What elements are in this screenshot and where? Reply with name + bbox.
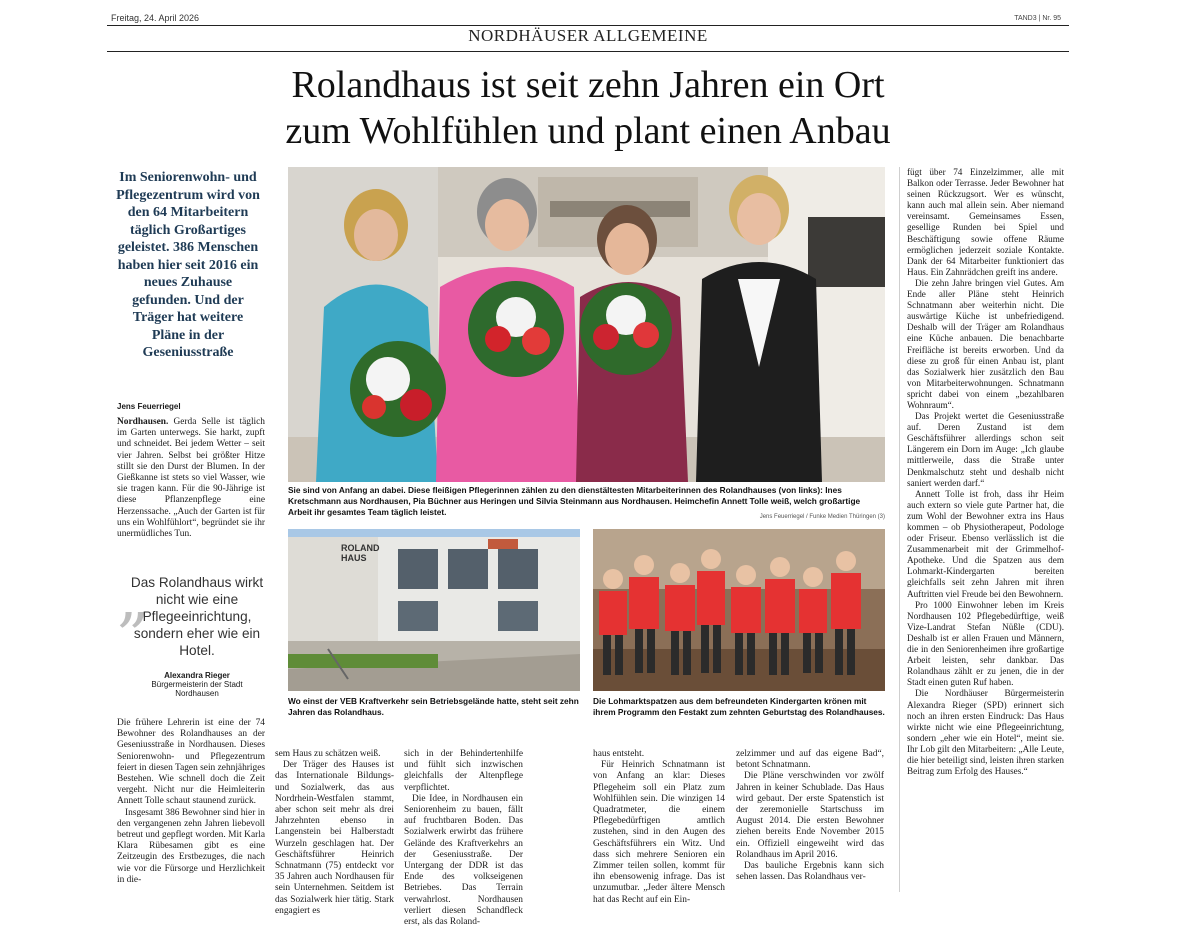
article-teaser: Im Seniorenwohn- und Pflegezentrum wird von den 64 Mitarbeitern täglich Großartiges geleistet. 386 Menschen haben hier seit 2016 ein neues Zuhause gefunden. Und der Träger hat weitere Pläne in der Geseniusstraße [116,170,260,360]
quote-author-role: Bürgermeisterin der Stadt Nordhausen [151,680,243,698]
author-byline: Jens Feuerriegel [117,402,181,411]
pull-quote [115,561,265,698]
issue-date: Freitag, 24. April 2026 [111,13,200,23]
issue-number: TAND3 | Nr. 95 [1014,15,1061,22]
column-4-paragraph-1: haus entsteht. [593,749,645,759]
main-photo-image [288,167,885,482]
quote-text: Das Rolandhaus wirkt nicht wie eine Pflegeeinrichtung, sondern eher wie ein Hotel. [130,575,264,658]
body-column-5 [736,749,884,883]
newspaper-page [107,6,1069,928]
quote-author: Alexandra Rieger [164,671,230,680]
body-column-1 [117,718,265,886]
kids-photo-caption: Die Lohmarktspatzen aus dem befreundeten Kindergarten krönen mit ihrem Programm den Festakt zum zehnten Geburtstag des Rolandhauses. [593,696,885,717]
main-photo-caption: Sie sind von Anfang an dabei. Diese fleißigen Pflegerinnen zählen zu den dienstältesten Mitarbeiterinnen des Rolandhauses (von links): Ines Kretschmann aus Nordhausen, Pia Büchner aus Heringen und Silvia Steinmann aus Nordhausen. Heimchefin Annett Tolle weiß, welch großartige Arbeit ihr gesamtes Team täglich leistet. [288,485,861,517]
kids-photo [593,529,885,691]
section-title: NORDHÄUSER ALLGEMEINE [468,26,708,45]
column-divider [899,167,900,892]
column-5-paragraph-2: Die Pläne verschwinden vor zwölf Jahren in keiner Schublade. Das Haus wird gebaut. Der erste Spatenstich ist der zeremonielle Startschuss im August 2014. Die ersten Bewohner ziehen bereits Ende November 2015 ein. Offiziell eingeweiht wird das Rolandhaus im April 2016. [736,771,884,860]
headline-line-2: zum Wohlfühlen und plant einen Anbau [285,110,891,152]
header-rule-bottom [107,51,1069,52]
column-5-paragraph-3: Das bauliche Ergebnis kann sich sehen lassen. Das Rolandhaus ver- [736,861,884,883]
right-paragraph-1: fügt über 74 Einzelzimmer, alle mit Balkon oder Terrasse. Jeder Bewohner hat seinen Rückzugsort. Wer es wünscht, kann auch mal allein sein. Aber niemand vereinsamt. Gemeinsames Essen, gesellige Runden bei Spiel und Beschäftigung sowie offene Räume ermöglichen jederzeit soziale Kontakte. Dank der 64 Mitarbeiter funktioniert das Haus. Ein Zahnrädchen greift ins andere. [907,167,1064,277]
intro-paragraph: Gerda Selle ist täglich im Garten unterwegs. Sie harkt, zupft und schneidet. Bei jedem Wetter – seit vier Jahren. Selbst bei größter Hitze stillt sie den Durst der Blumen. In der Gießkanne ist stets so viel Wasser, wie sie tragen kann. Für die 90-Jährige ist diese Pflanzenpflege eine Herzenssache. „Auch der Garten ist für uns ein Wohlfühlort“, begründet sie ihr unermüdliches Tun. [117,417,265,540]
building-photo [288,529,580,691]
column-3-paragraph-2: Die Idee, in Nordhausen ein Seniorenheim zu bauen, fällt auf fruchtbaren Boden. Das Sozialwerk erwirbt das frühere Gelände des Kraftverkehrs an der Geseniusstraße. Der Untergang der DDR ist das Ende des volkseigenen Betriebes. Das Terrain verwahrlost. Nordhausen verliert diesen Schandfleck erst, als das Roland- [404,793,523,928]
column-2-paragraph-1: sem Haus zu schätzen weiß. [275,749,381,759]
body-column-2 [275,749,394,917]
intro-column [117,417,265,540]
column-1-paragraph-2: Insgesamt 386 Bewohner sind hier in den vergangenen zehn Jahren liebevoll betreut und gepflegt worden. Mit Karla Klara Rübesamen gibt es eine Zeitzeugin des Erstbezuges, die nach wie vor die Fürsorge und Herzlichkeit in die- [117,807,265,885]
right-paragraph-3: Das Projekt wertet die Geseniusstraße auf. Deren Zustand ist dem Geschäftsführer allerdings schon seit Längerem ein Dorn im Auge: „Ich glaube mittlerweile, dass die Straße unter Denkmalschutz steht und deshalb nicht saniert werden darf.“ [907,411,1064,488]
photo-credit: Jens Feuerriegel / Funke Medien Thüringen (3) [759,514,885,520]
building-sign: ROLAND HAUS [341,543,380,563]
right-paragraph-4: Annett Tolle ist froh, dass ihr Heim auch extern so viele gute Partner hat, die zum Wohl der Bewohner extra ins Haus kommen – ob Physiotherapeut, Podologe oder Friseur. Ebenso verlässlich ist die Zusammenarbeit mit der Grimmelhof-Apotheke. Und die Spatzen aus dem Lohmarkt-Kindergarten bereiten gleichfalls seit zehn Jahren mit ihren Auftritten viel Freude bei den Bewohnern. [907,488,1064,599]
building-photo-caption: Wo einst der VEB Kraftverkehr sein Betriebsgelände hatte, steht seit zehn Jahren das Rolandhaus. [288,696,579,717]
quote-mark-icon: „ [117,561,151,635]
column-5-paragraph-1: zelzimmer und auf das eigene Bad“, betont Schnatmann. [736,749,884,771]
column-1-paragraph-1: Die frühere Lehrerin ist eine der 74 Bewohner des Rolandhauses an der Geseniusstraße in Nordhausen. Dieses Seniorenwohn- und Pflegezentrum feiert in diesen Tagen sein zehnjähriges Bestehen. Wie schnell doch die Zeit vergeht. Nicht nur die Heimleiterin Annett Tolle schaut staunend zurück. [117,718,265,807]
main-photo [288,167,885,482]
column-3-paragraph-1: sich in der Behindertenhilfe und fühlt sich inzwischen gleichfalls der Altenpflege verpflichtet. [404,749,523,793]
building-photo-image [288,529,580,691]
right-paragraph-5: Pro 1000 Einwohner leben im Kreis Nordhausen 102 Pflegebedürftige, weiß Vize-Landrat Stefan Nüßle (CDU). Deshalb ist er allen Frauen und Männern, die in den Seniorenheimen ihre großartige Arbeit leisten, sehr dankbar. Das Rolandhaus zählt er zu jenen, die in der Stadt einen guten Ruf haben. [907,599,1064,688]
article-headline [107,62,1069,154]
column-4-paragraph-2: Für Heinrich Schnatmann ist von Anfang an klar: Dieses Pflegeheim soll ein Platz zum Wohlfühlen sein. Die winzigen 14 Quadratmeter, die einem Pflegebedürftigen amtlich zustehen, sind in den Augen des Geschäftsführers ein Witz. Und dass sich mehrere Senioren ein Zimmer teilen sollen, kommt für ihn ebensowenig infrage. Das ist unzumutbar. „Jeder ältere Mensch hat das Recht auf ein Ein- [593,760,725,905]
dateline: Nordhausen. [117,417,169,427]
body-column-right [907,167,1064,777]
kids-photo-image [593,529,885,691]
right-paragraph-6: Die Nordhäuser Bürgermeisterin Alexandra Rieger (SPD) erinnert sich noch an ihren ersten Eindruck: Das Haus wirkte nicht wie eine Pflegeeinrichtung, sondern „eher wie ein Hotel“, meint sie. Ihr Lob gilt den Mitarbeitern: „Alle Leute, die hier beteiligt sind, leisten ihren starken Beitrag zum Erfolg des Hauses.“ [907,688,1064,777]
right-paragraph-2: Die zehn Jahre bringen viel Gutes. Am Ende aller Pläne steht Heinrich Schnatmann aber weiterhin nicht. Die auswärtige Küche ist unbefriedigend. Deshalb will der Träger am Rolandhaus eine Küche anbauen. Die benachbarte Freifläche ist bereits erworben. Und da diese zu groß für einen Anbau ist, plant das Sozialwerk hier zusätzlich den Bau von Mitarbeiterwohnungen. Schnatmann spricht dabei von einem „bezahlbaren Wohnraum“. [907,277,1064,410]
body-column-4 [593,749,725,906]
body-column-3 [404,749,523,928]
column-2-paragraph-2: Der Träger des Hauses ist das Internationale Bildungs- und Sozialwerk, das aus Nordrhein-Westfalen stammt, aber schon seit mehr als drei Jahrzehnten ebenso in Langenstein bei Halberstadt Wurzeln geschlagen hat. Der Geschäftsführer Heinrich Schnatmann (75) entdeckt vor 35 Jahren auch Nordhausen für sein Unternehmen. Seitdem ist das Sozialwerk hier tätig. Stark engagiert es [275,760,394,916]
headline-line-1: Rolandhaus ist seit zehn Jahren ein Ort [291,64,885,106]
